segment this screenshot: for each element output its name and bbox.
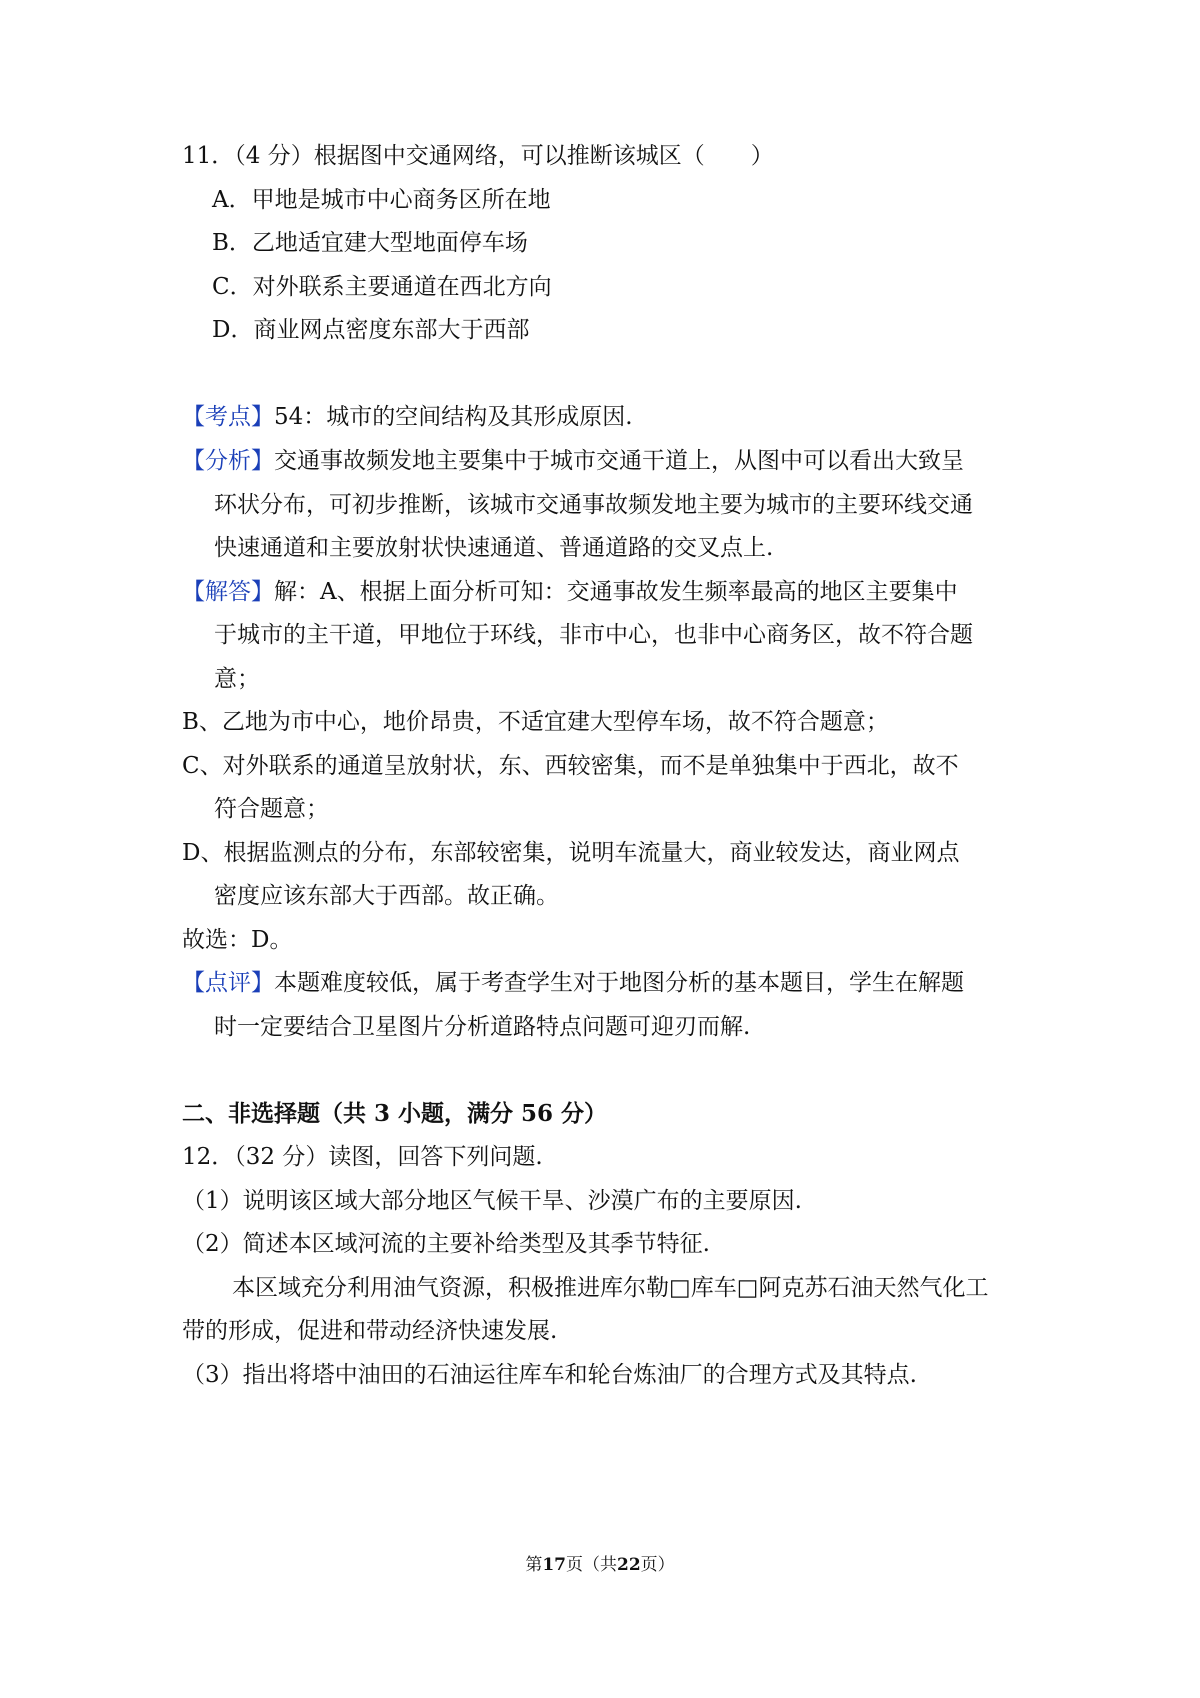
footer-pre: 第 [525, 1555, 543, 1575]
page-footer [0, 1553, 1200, 1577]
jieda-c-2: 符合题意； [214, 796, 329, 822]
q11-option-a: A．甲地是城市中心商务区所在地 [212, 187, 551, 213]
kaodian-text: 54：城市的空间结构及其形成原因. [274, 404, 633, 430]
kaodian-line [182, 401, 633, 433]
section2-title: 二、非选择题（共 3 小题，满分 56 分） [182, 1100, 608, 1127]
jieda-line-1 [182, 576, 958, 608]
q12-sub3: （3）指出将塔中油田的石油运往库车和轮台炼油厂的合理方式及其特点. [182, 1362, 917, 1388]
dianping-line-2: 时一定要结合卫星图片分析道路特点问题可迎刃而解. [214, 1014, 751, 1040]
footer-page-number: 17 [542, 1555, 566, 1575]
jieda-text-1: 解：A、根据上面分析可知：交通事故发生频率最高的地区主要集中 [274, 579, 958, 605]
footer-post: 页） [640, 1555, 675, 1575]
q11-option-d: D．商业网点密度东部大于西部 [212, 317, 530, 343]
fenxi-line-2: 环状分布，可初步推断，该城市交通事故频发地主要为城市的主要环线交通 [214, 492, 973, 518]
fenxi-text-1: 交通事故频发地主要集中于城市交通干道上，从图中可以看出大致呈 [274, 448, 964, 474]
q12-para-2: 带的形成，促进和带动经济快速发展. [182, 1318, 558, 1344]
footer-mid: 页（共 [566, 1555, 617, 1575]
q12-sub2: （2）简述本区域河流的主要补给类型及其季节特征. [182, 1231, 710, 1257]
jieda-answer: 故选：D。 [182, 927, 293, 953]
q12-stem: 12．（32 分）读图，回答下列问题. [182, 1144, 543, 1170]
kaodian-tag: 【考点】 [182, 404, 274, 430]
footer-total-pages: 22 [617, 1555, 641, 1575]
dianping-line-1 [182, 967, 964, 999]
dianping-tag: 【点评】 [182, 970, 274, 996]
fenxi-tag: 【分析】 [182, 448, 274, 474]
fenxi-line-3: 快速通道和主要放射状快速通道、普通道路的交叉点上. [214, 535, 774, 561]
q11-stem: 11．（4 分）根据图中交通网络，可以推断该城区（ ） [182, 143, 774, 169]
jieda-tag: 【解答】 [182, 579, 274, 605]
jieda-d-1: D、根据监测点的分布，东部较密集，说明车流量大，商业较发达，商业网点 [182, 840, 960, 866]
jieda-line-2: 于城市的主干道，甲地位于环线，非市中心，也非中心商务区，故不符合题 [214, 622, 973, 648]
q12-sub1: （1）说明该区域大部分地区气候干旱、沙漠广布的主要原因. [182, 1188, 802, 1214]
fenxi-line-1 [182, 445, 964, 477]
q11-option-c: C．对外联系主要通道在西北方向 [212, 274, 552, 300]
q12-para-1: 本区域充分利用油气资源，积极推进库尔勒□库车□阿克苏石油天然气化工 [232, 1275, 989, 1301]
dianping-text-1: 本题难度较低，属于考查学生对于地图分析的基本题目，学生在解题 [274, 970, 964, 996]
jieda-b: B、乙地为市中心，地价昂贵，不适宜建大型停车场，故不符合题意； [182, 709, 889, 735]
jieda-line-3: 意； [214, 666, 260, 692]
jieda-c-1: C、对外联系的通道呈放射状，东、西较密集，而不是单独集中于西北，故不 [182, 753, 959, 779]
jieda-d-2: 密度应该东部大于西部。故正确。 [214, 883, 559, 909]
q11-option-b: B．乙地适宜建大型地面停车场 [212, 230, 528, 256]
